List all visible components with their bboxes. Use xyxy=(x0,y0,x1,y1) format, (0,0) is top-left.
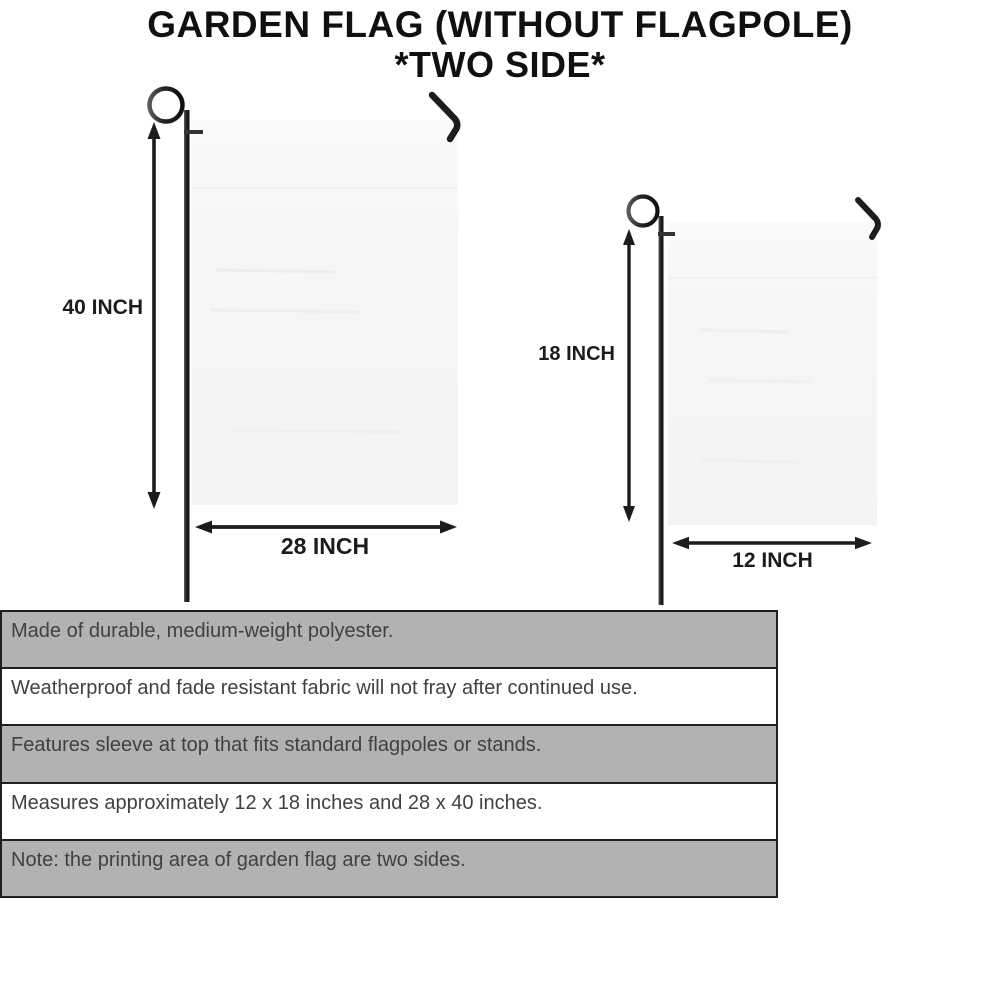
small-flag-assembly xyxy=(623,197,878,606)
spec-table xyxy=(0,610,778,898)
small-flag-height-arrow xyxy=(623,229,635,522)
crease-line xyxy=(230,430,400,432)
small-flag-width-label: 12 INCH xyxy=(732,549,813,572)
large-flag-height-label: 40 INCH xyxy=(62,296,143,319)
crease-line xyxy=(700,460,800,462)
large-flag-assembly xyxy=(148,89,459,603)
page-title: GARDEN FLAG (WITHOUT FLAGPOLE) xyxy=(147,4,853,45)
small-flag-height-label: 18 INCH xyxy=(538,343,615,365)
spec-row-measurements: Measures approximately 12 x 18 inches and 28 x 40 inches. xyxy=(2,782,776,839)
page-subtitle: *TWO SIDE* xyxy=(394,43,606,85)
spec-row-note: Note: the printing area of garden flag are two sides. xyxy=(2,839,776,896)
crease-line xyxy=(710,380,810,382)
crease-line xyxy=(210,310,360,312)
spec-row-material: Made of durable, medium-weight polyester. xyxy=(2,612,776,667)
small-flagpole xyxy=(659,216,664,605)
spec-row-weatherproof: Weatherproof and fade resistant fabric will not fray after continued use. xyxy=(2,667,776,724)
large-flagpole xyxy=(184,110,190,602)
large-flag-width-arrow xyxy=(195,521,457,534)
large-flag-height-arrow xyxy=(148,122,161,509)
small-flag-panel xyxy=(668,222,877,525)
small-flagpole-loop xyxy=(629,197,658,226)
crease-line xyxy=(215,270,335,272)
spec-row-sleeve: Features sleeve at top that fits standard flagpoles or stands. xyxy=(2,724,776,781)
crease-line xyxy=(700,330,790,332)
large-flag-width-label: 28 INCH xyxy=(280,533,370,559)
large-flagpole-loop xyxy=(150,89,183,122)
small-flag-width-arrow xyxy=(672,537,872,549)
